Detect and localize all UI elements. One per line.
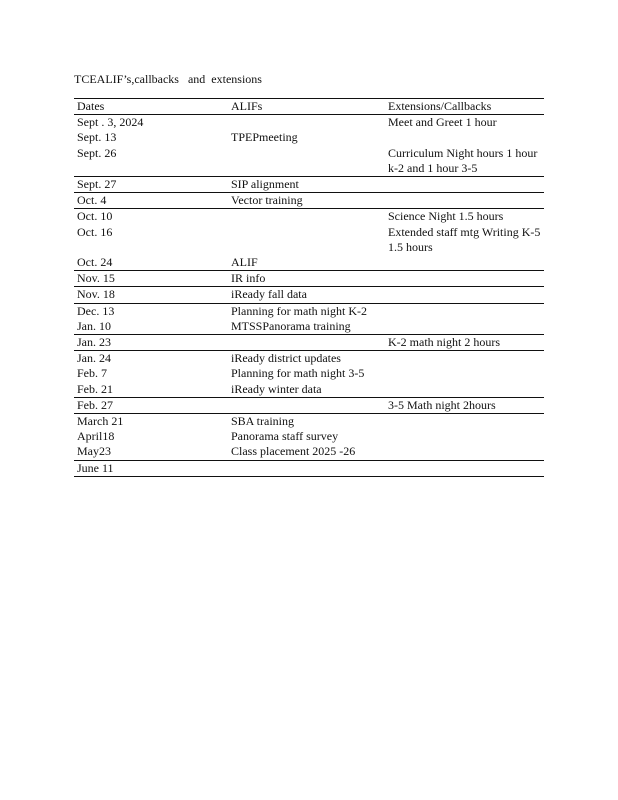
cell-alif: MTSSPanorama training	[231, 318, 351, 333]
cell-date: Sept . 3, 2024	[77, 115, 144, 130]
cell-alif: Vector training	[231, 193, 303, 208]
table-row	[74, 304, 544, 319]
table-row	[74, 429, 544, 444]
cell-alif: Class placement 2025 -26	[231, 444, 356, 459]
cell-extension	[385, 461, 544, 476]
cell-alif: iReady fall data	[231, 287, 307, 302]
table-row	[74, 444, 544, 459]
cell-extension	[385, 414, 544, 429]
schedule-table	[74, 98, 544, 477]
cell-extension: 3-5 Math night 2hours	[388, 397, 496, 412]
cell-extension: Curriculum Night hours 1 hour k-2 and 1 hour 3-5	[388, 145, 538, 175]
table-row	[74, 287, 544, 302]
table-row	[74, 398, 544, 413]
table-row	[74, 115, 544, 130]
cell-extension	[385, 366, 544, 381]
table-row	[74, 271, 544, 286]
cell-date: Feb. 27	[77, 397, 113, 412]
cell-alif	[228, 461, 385, 476]
cell-date: Feb. 7	[77, 366, 107, 381]
cell-date: Dec. 13	[77, 303, 115, 318]
cell-extension	[385, 255, 544, 270]
table-row	[74, 335, 544, 350]
cell-date: Sept. 27	[77, 177, 117, 192]
cell-alif	[228, 209, 385, 224]
cell-alif	[228, 398, 385, 413]
table-row	[74, 225, 544, 255]
cell-extension	[385, 177, 544, 192]
cell-extension	[385, 193, 544, 208]
cell-alif: IR info	[231, 271, 266, 286]
header-extensions-callbacks: Extensions/Callbacks	[388, 99, 492, 113]
cell-extension	[385, 351, 544, 366]
cell-extension: Extended staff mtg Writing K-5 1.5 hours	[388, 224, 541, 254]
cell-date: Jan. 23	[77, 335, 111, 350]
cell-date: April18	[77, 429, 115, 444]
table-row	[74, 414, 544, 429]
cell-extension	[385, 130, 544, 145]
cell-alif	[228, 335, 385, 350]
cell-date: Nov. 15	[77, 271, 115, 286]
table-row	[74, 146, 544, 176]
table-row	[74, 177, 544, 192]
cell-extension	[385, 271, 544, 286]
cell-date: Feb. 21	[77, 381, 113, 396]
cell-alif: TPEPmeeting	[231, 130, 298, 145]
cell-date: June 11	[77, 460, 114, 475]
table-header-row	[74, 99, 544, 114]
cell-date: Sept. 26	[77, 145, 117, 160]
cell-alif: SBA training	[231, 414, 295, 429]
cell-extension	[385, 304, 544, 319]
cell-alif	[228, 225, 385, 255]
cell-date: Sept. 13	[77, 130, 117, 145]
cell-alif: Planning for math night K-2	[231, 303, 367, 318]
cell-extension	[385, 429, 544, 444]
table-row	[74, 351, 544, 366]
cell-date: Oct. 16	[77, 224, 113, 239]
table-row	[74, 461, 544, 476]
table-body	[74, 114, 544, 477]
cell-alif	[228, 146, 385, 176]
table-row	[74, 382, 544, 397]
cell-extension: K-2 math night 2 hours	[388, 335, 500, 350]
table-row	[74, 193, 544, 208]
table-row	[74, 319, 544, 334]
table-row	[74, 130, 544, 145]
cell-alif: Planning for math night 3-5	[231, 366, 365, 381]
header-alifs: ALIFs	[231, 99, 263, 113]
cell-extension: Science Night 1.5 hours	[388, 209, 504, 224]
cell-date: Oct. 24	[77, 255, 113, 270]
cell-alif: ALIF	[231, 255, 258, 270]
cell-date: Jan. 24	[77, 351, 111, 366]
cell-date: Nov. 18	[77, 287, 115, 302]
cell-date: Oct. 10	[77, 209, 113, 224]
table-row	[74, 209, 544, 224]
table-rule-bottom	[74, 476, 544, 477]
cell-alif: iReady district updates	[231, 351, 341, 366]
cell-extension	[385, 319, 544, 334]
cell-alif	[228, 115, 385, 130]
table-row	[74, 366, 544, 381]
document-title: TCEALIF’s,callbacks and extensions	[74, 72, 262, 86]
cell-extension	[385, 287, 544, 302]
cell-date: March 21	[77, 414, 124, 429]
cell-alif: SIP alignment	[231, 177, 299, 192]
cell-extension	[385, 444, 544, 459]
cell-extension	[385, 382, 544, 397]
cell-date: Jan. 10	[77, 318, 111, 333]
cell-alif: Panorama staff survey	[231, 429, 339, 444]
cell-date: May23	[77, 444, 111, 459]
header-dates: Dates	[77, 99, 105, 113]
cell-alif: iReady winter data	[231, 381, 322, 396]
table-row	[74, 255, 544, 270]
cell-extension: Meet and Greet 1 hour	[388, 115, 497, 130]
cell-date: Oct. 4	[77, 193, 107, 208]
